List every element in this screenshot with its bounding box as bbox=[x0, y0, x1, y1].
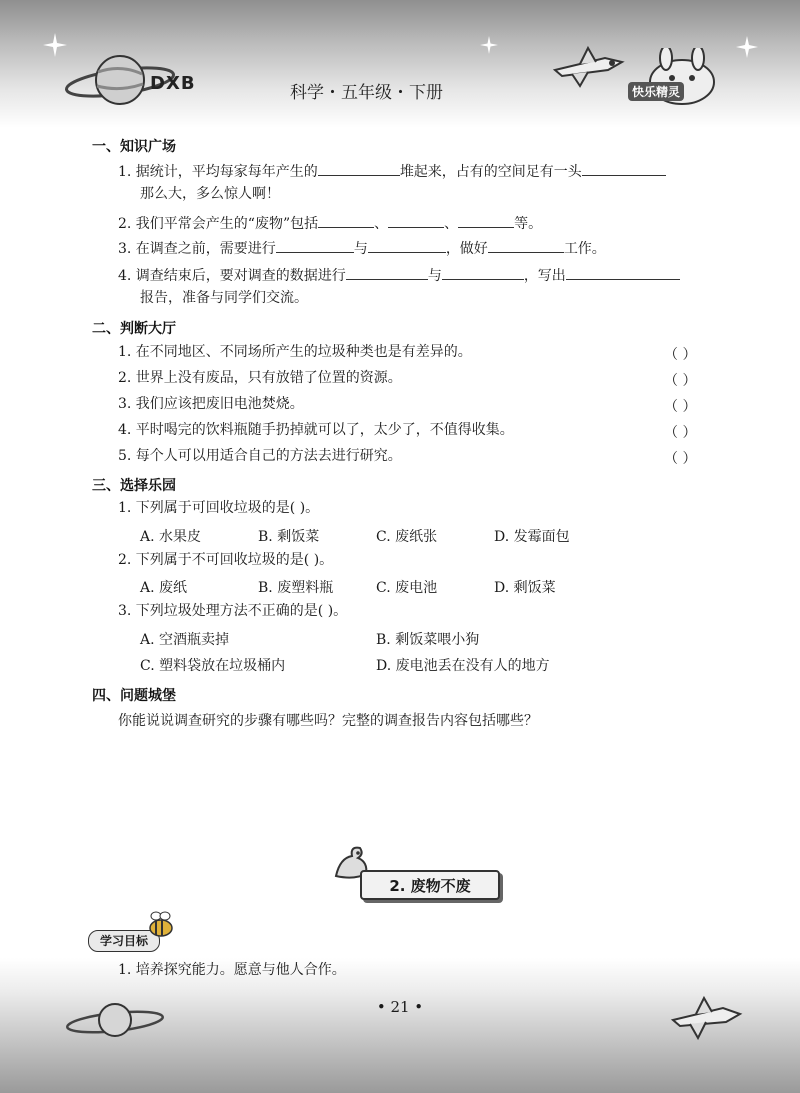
choice-option[interactable]: A. 水果皮 bbox=[140, 529, 202, 545]
choice-stem: 3. 下列垃圾处理方法不正确的是( )。 bbox=[118, 603, 348, 619]
fill-question-1-cont: 那么大，多么惊人啊！ bbox=[140, 186, 280, 202]
choice-option[interactable]: D. 剩饭菜 bbox=[494, 580, 556, 596]
page-number: • 21 • bbox=[376, 998, 424, 1016]
judge-item: 4. 平时喝完的饮料瓶随手扔掉就可以了，太少了，不值得收集。 bbox=[118, 422, 514, 438]
choice-stem: 2. 下列属于不可回收垃圾的是( )。 bbox=[118, 552, 334, 568]
bee-icon bbox=[144, 910, 178, 940]
answer-area[interactable] bbox=[118, 740, 708, 840]
choice-option[interactable]: D. 废电池丢在没有人的地方 bbox=[376, 658, 550, 674]
answer-blank[interactable] bbox=[582, 159, 666, 176]
choice-option[interactable]: C. 塑料袋放在垃圾桶内 bbox=[140, 658, 286, 674]
choice-option[interactable]: B. 废塑料瓶 bbox=[258, 580, 334, 596]
fill-question-2: 2. 我们平常会产生的“废物”包括 、 、 等。 bbox=[118, 211, 542, 234]
section-heading: 四、问题城堡 bbox=[92, 688, 176, 704]
sparkle-icon bbox=[478, 34, 500, 56]
section-heading: 一、知识广场 bbox=[92, 139, 176, 155]
answer-blank[interactable] bbox=[488, 236, 564, 253]
choice-option[interactable]: C. 废电池 bbox=[376, 580, 438, 596]
answer-blank[interactable] bbox=[276, 236, 354, 253]
judge-item: 1. 在不同地区、不同场所产生的垃圾种类也是有差异的。 bbox=[118, 344, 472, 360]
answer-paren[interactable]: （ ） bbox=[664, 347, 697, 363]
brand-logo: DXB bbox=[150, 73, 196, 94]
answer-blank[interactable] bbox=[388, 211, 444, 228]
judge-item: 5. 每个人可以用适合自己的方法去进行研究。 bbox=[118, 448, 402, 464]
answer-paren[interactable]: （ ） bbox=[664, 373, 697, 389]
choice-option[interactable]: C. 废纸张 bbox=[376, 529, 438, 545]
spaceship-icon bbox=[550, 40, 630, 90]
objective-item: 1. 培养探究能力。愿意与他人合作。 bbox=[118, 962, 346, 978]
section-heading: 二、判断大厅 bbox=[92, 321, 176, 337]
answer-blank[interactable] bbox=[346, 263, 428, 280]
header-title: 科学・五年级・下册 bbox=[290, 83, 443, 103]
lesson-title-box bbox=[360, 870, 500, 900]
sparkle-icon bbox=[734, 34, 760, 60]
fill-question-3: 3. 在调查之前，需要进行 与 ，做好 工作。 bbox=[118, 236, 606, 259]
answer-paren[interactable]: （ ） bbox=[664, 425, 697, 441]
choice-option[interactable]: D. 发霉面包 bbox=[494, 529, 570, 545]
judge-item: 3. 我们应该把废旧电池焚烧。 bbox=[118, 396, 304, 412]
open-question: 你能说说调查研究的步骤有哪些吗？完整的调查报告内容包括哪些？ bbox=[118, 713, 538, 729]
sparkle-icon bbox=[40, 30, 70, 60]
choice-option[interactable]: B. 剩饭菜 bbox=[258, 529, 320, 545]
choice-stem: 1. 下列属于可回收垃圾的是( )。 bbox=[118, 500, 320, 516]
answer-blank[interactable] bbox=[318, 159, 400, 176]
answer-paren[interactable]: （ ） bbox=[664, 399, 697, 415]
answer-blank[interactable] bbox=[318, 211, 374, 228]
choice-option[interactable]: B. 剩饭菜喂小狗 bbox=[376, 632, 480, 648]
objective-badge: 学习目标 bbox=[88, 930, 160, 952]
answer-blank[interactable] bbox=[458, 211, 514, 228]
fill-question-1: 1. 据统计，平均每家每年产生的 堆起来，占有的空间足有一头 bbox=[118, 159, 666, 182]
answer-paren[interactable]: （ ） bbox=[664, 451, 697, 467]
answer-blank[interactable] bbox=[566, 263, 680, 280]
section-heading: 三、选择乐园 bbox=[92, 478, 176, 494]
fill-question-4-cont: 报告，准备与同学们交流。 bbox=[140, 290, 308, 306]
lesson-title: 2. 废物不废 bbox=[389, 877, 471, 895]
fill-question-4: 4. 调查结束后，要对调查的数据进行 与 ，写出 bbox=[118, 263, 680, 286]
mascot-label: 快乐精灵 bbox=[628, 82, 684, 101]
choice-option[interactable]: A. 空酒瓶卖掉 bbox=[140, 632, 230, 648]
answer-blank[interactable] bbox=[442, 263, 524, 280]
judge-item: 2. 世界上没有废品，只有放错了位置的资源。 bbox=[118, 370, 402, 386]
answer-blank[interactable] bbox=[368, 236, 446, 253]
choice-option[interactable]: A. 废纸 bbox=[140, 580, 188, 596]
